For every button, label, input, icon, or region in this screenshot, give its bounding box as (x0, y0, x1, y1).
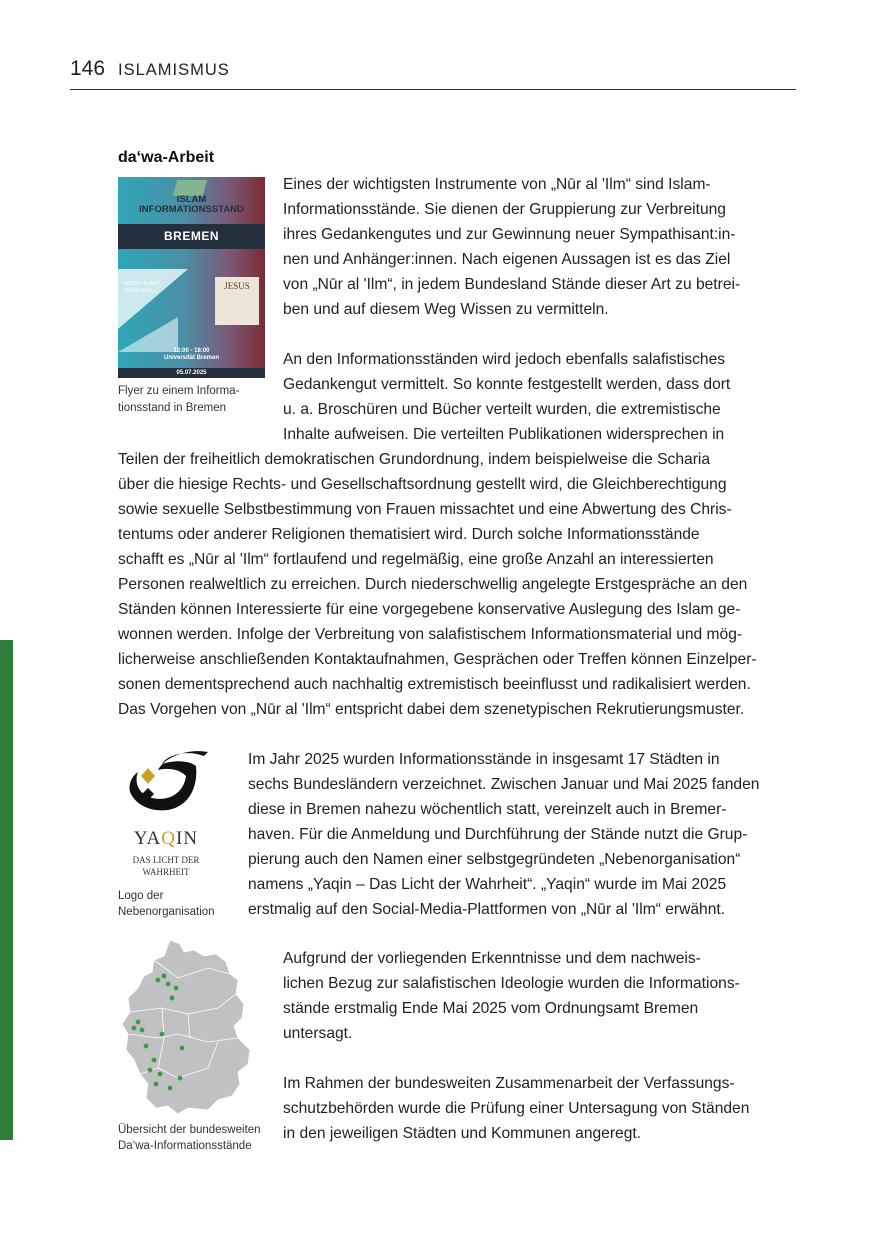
p2-line: sonen dementsprechend auch nachhaltig extremistisch beeinflusst und radikalisiert werden. (118, 676, 751, 693)
flyer-caption-line-1: Flyer zu einem Informa- (118, 385, 240, 397)
p3-line: erstmalig auf den Social-Media-Plattformen von „Nūr al 'Ilm“ erwähnt. (248, 901, 726, 918)
p5-line: in den jeweiligen Städten und Kommunen angeregt. (283, 1125, 642, 1142)
p4-line: untersagt. (283, 1025, 353, 1042)
yaqin-tagline-line: WAHRHEIT (142, 867, 190, 877)
p2-line: über die hiesige Rechts- und Gesellschaftsordnung gestellt wird, die Gleichberechtigung (118, 476, 727, 493)
p1-line: nen und Anhänger:innen. Nach eigenen Aussagen ist es das Ziel (283, 251, 731, 268)
p2-line: schafft es „Nūr al 'Ilm“ fortlaufend und regelmäßig, eine große Anzahl an interessierten (118, 551, 714, 568)
chapter-accent-bar (0, 640, 13, 1140)
flyer-time: 12:00 - 18:00 (173, 348, 210, 354)
flyer-title (118, 195, 265, 215)
flyer-title-line-1: ISLAM (176, 194, 207, 205)
p3-line: haven. Für die Anmeldung und Durchführung der Stände nutzt die Grup- (248, 826, 748, 843)
p2-line: u. a. Broschüren und Bücher verteilt wurden, die extremistische (283, 401, 721, 418)
flyer-book-title: JESUS (224, 281, 250, 291)
p2-line: Personen realweltlich zu erreichen. Durch niederschwellig angelegte Erstgespräche an den (118, 576, 748, 593)
yaqin-wordmark-part: YA (133, 828, 162, 849)
p2-line: An den Informationsständen wird jedoch ebenfalls salafistisches (283, 351, 726, 368)
logo-caption-line-2: Nebenorganisation (118, 906, 215, 918)
yaqin-calligraphy-icon (118, 748, 214, 828)
p2-line: Teilen der freiheitlich demokratischen Grundordnung, indem beispielweise die Scharia (118, 451, 711, 468)
yaqin-logo (118, 748, 214, 880)
p3-line: Im Jahr 2025 wurden Informationsstände in insgesamt 17 Städten in (248, 751, 720, 768)
yaqin-wordmark-part: IN (176, 828, 199, 849)
yaqin-tagline (118, 854, 214, 878)
p3-line: diese in Bremen nahezu wöchentlich statt, vereinzelt auch in Bremer- (248, 801, 727, 818)
p2-line: sowie sexuelle Selbstbestimmung von Frauen missachtet und eine Abwertung des Chris- (118, 501, 732, 518)
germany-outline (122, 940, 250, 1114)
flyer-side-text: WIESO ISLAM? ISLAM WAS… (124, 281, 160, 294)
flyer-shape (118, 317, 178, 352)
p2-line: Das Vorgehen von „Nūr al 'Ilm“ entspricht dabei dem szenetypischen Rekrutierungsmuster. (118, 701, 745, 718)
yaqin-wordmark (118, 828, 214, 850)
page-number: 146 (70, 57, 106, 80)
flyer-event-info (118, 348, 265, 362)
p2-line: Inhalte aufweisen. Die verteilten Publikationen widersprechen in (283, 426, 725, 443)
p1-line: Informationsstände. Sie dienen der Gruppierung zur Verbreitung (283, 201, 726, 218)
flyer-place: Universität Bremen (163, 355, 220, 361)
p5-line: schutzbehörden wurde die Prüfung einer Untersagung von Ständen (283, 1100, 750, 1117)
p2-line: licherweise anschließenden Kontaktaufnahmen, Gesprächen oder Treffen können Einzelper- (118, 651, 757, 668)
yaqin-wordmark-part: Q (161, 828, 176, 849)
logo-caption-line-1: Logo der (118, 890, 164, 902)
p2-line: wonnen werden. Infolge der Verbreitung von salafistischem Informationsmaterial und mög- (118, 626, 743, 643)
p1-line: ben und auf diesem Weg Wissen zu vermitteln. (283, 301, 609, 318)
p3-line: sechs Bundesländern verzeichnet. Zwischen Januar und Mai 2025 fanden (248, 776, 760, 793)
p2-line: Ständen können Interessierte für eine vorgegebene konservative Auslegung des Islam ge- (118, 601, 741, 618)
yaqin-tagline-line: DAS LICHT DER (132, 855, 200, 865)
flyer-caption-line-2: tionsstand in Bremen (118, 402, 227, 414)
map-caption-line-2: Da‘wa-Informationsstände (118, 1140, 252, 1152)
p1-line: ihres Gedankengutes und zur Gewinnung neuer Sympathisant:in- (283, 226, 736, 243)
flyer-date: 05.07.2025 (118, 368, 265, 378)
p1-line: von „Nūr al 'Ilm“, in jedem Bundesland Stände dieser Art zu betrei- (283, 276, 741, 293)
p1-line: Eines der wichtigsten Instrumente von „Nūr al 'Ilm“ sind Islam- (283, 176, 711, 193)
germany-map (118, 938, 266, 1116)
p3-line: namens „Yaqin – Das Licht der Wahrheit“. „Yaqin“ wurde im Mai 2025 (248, 876, 727, 893)
running-title: ISLAMISMUS (118, 61, 230, 79)
p4-line: lichen Bezug zur salafistischen Ideologie wurden die Informations- (283, 975, 740, 992)
p4-line: Aufgrund der vorliegenden Erkenntnisse und dem nachweis- (283, 950, 701, 967)
map-caption-line-1: Übersicht der bundesweiten (118, 1124, 261, 1136)
header-rule (70, 89, 796, 90)
flyer-image (118, 177, 265, 378)
flyer-city-band: BREMEN (118, 224, 265, 249)
section-heading: da‘wa-Arbeit (118, 149, 215, 166)
p4-line: stände erstmalig Ende Mai 2025 vom Ordnungsamt Bremen (283, 1000, 699, 1017)
p3-line: pierung auch den Namen einer selbstgegründeten „Nebenorganisation“ (248, 851, 741, 868)
flyer-book (215, 277, 259, 325)
p2-line: Gedankengut vermittelt. So konnte festgestellt werden, dass dort (283, 376, 731, 393)
p2-line: tentums oder anderer Religionen thematisiert wird. Durch solche Informationsstände (118, 526, 700, 543)
p5-line: Im Rahmen der bundesweiten Zusammenarbeit der Verfassungs- (283, 1075, 735, 1092)
flyer-title-line-2: INFORMATIONSSTAND (139, 204, 244, 215)
